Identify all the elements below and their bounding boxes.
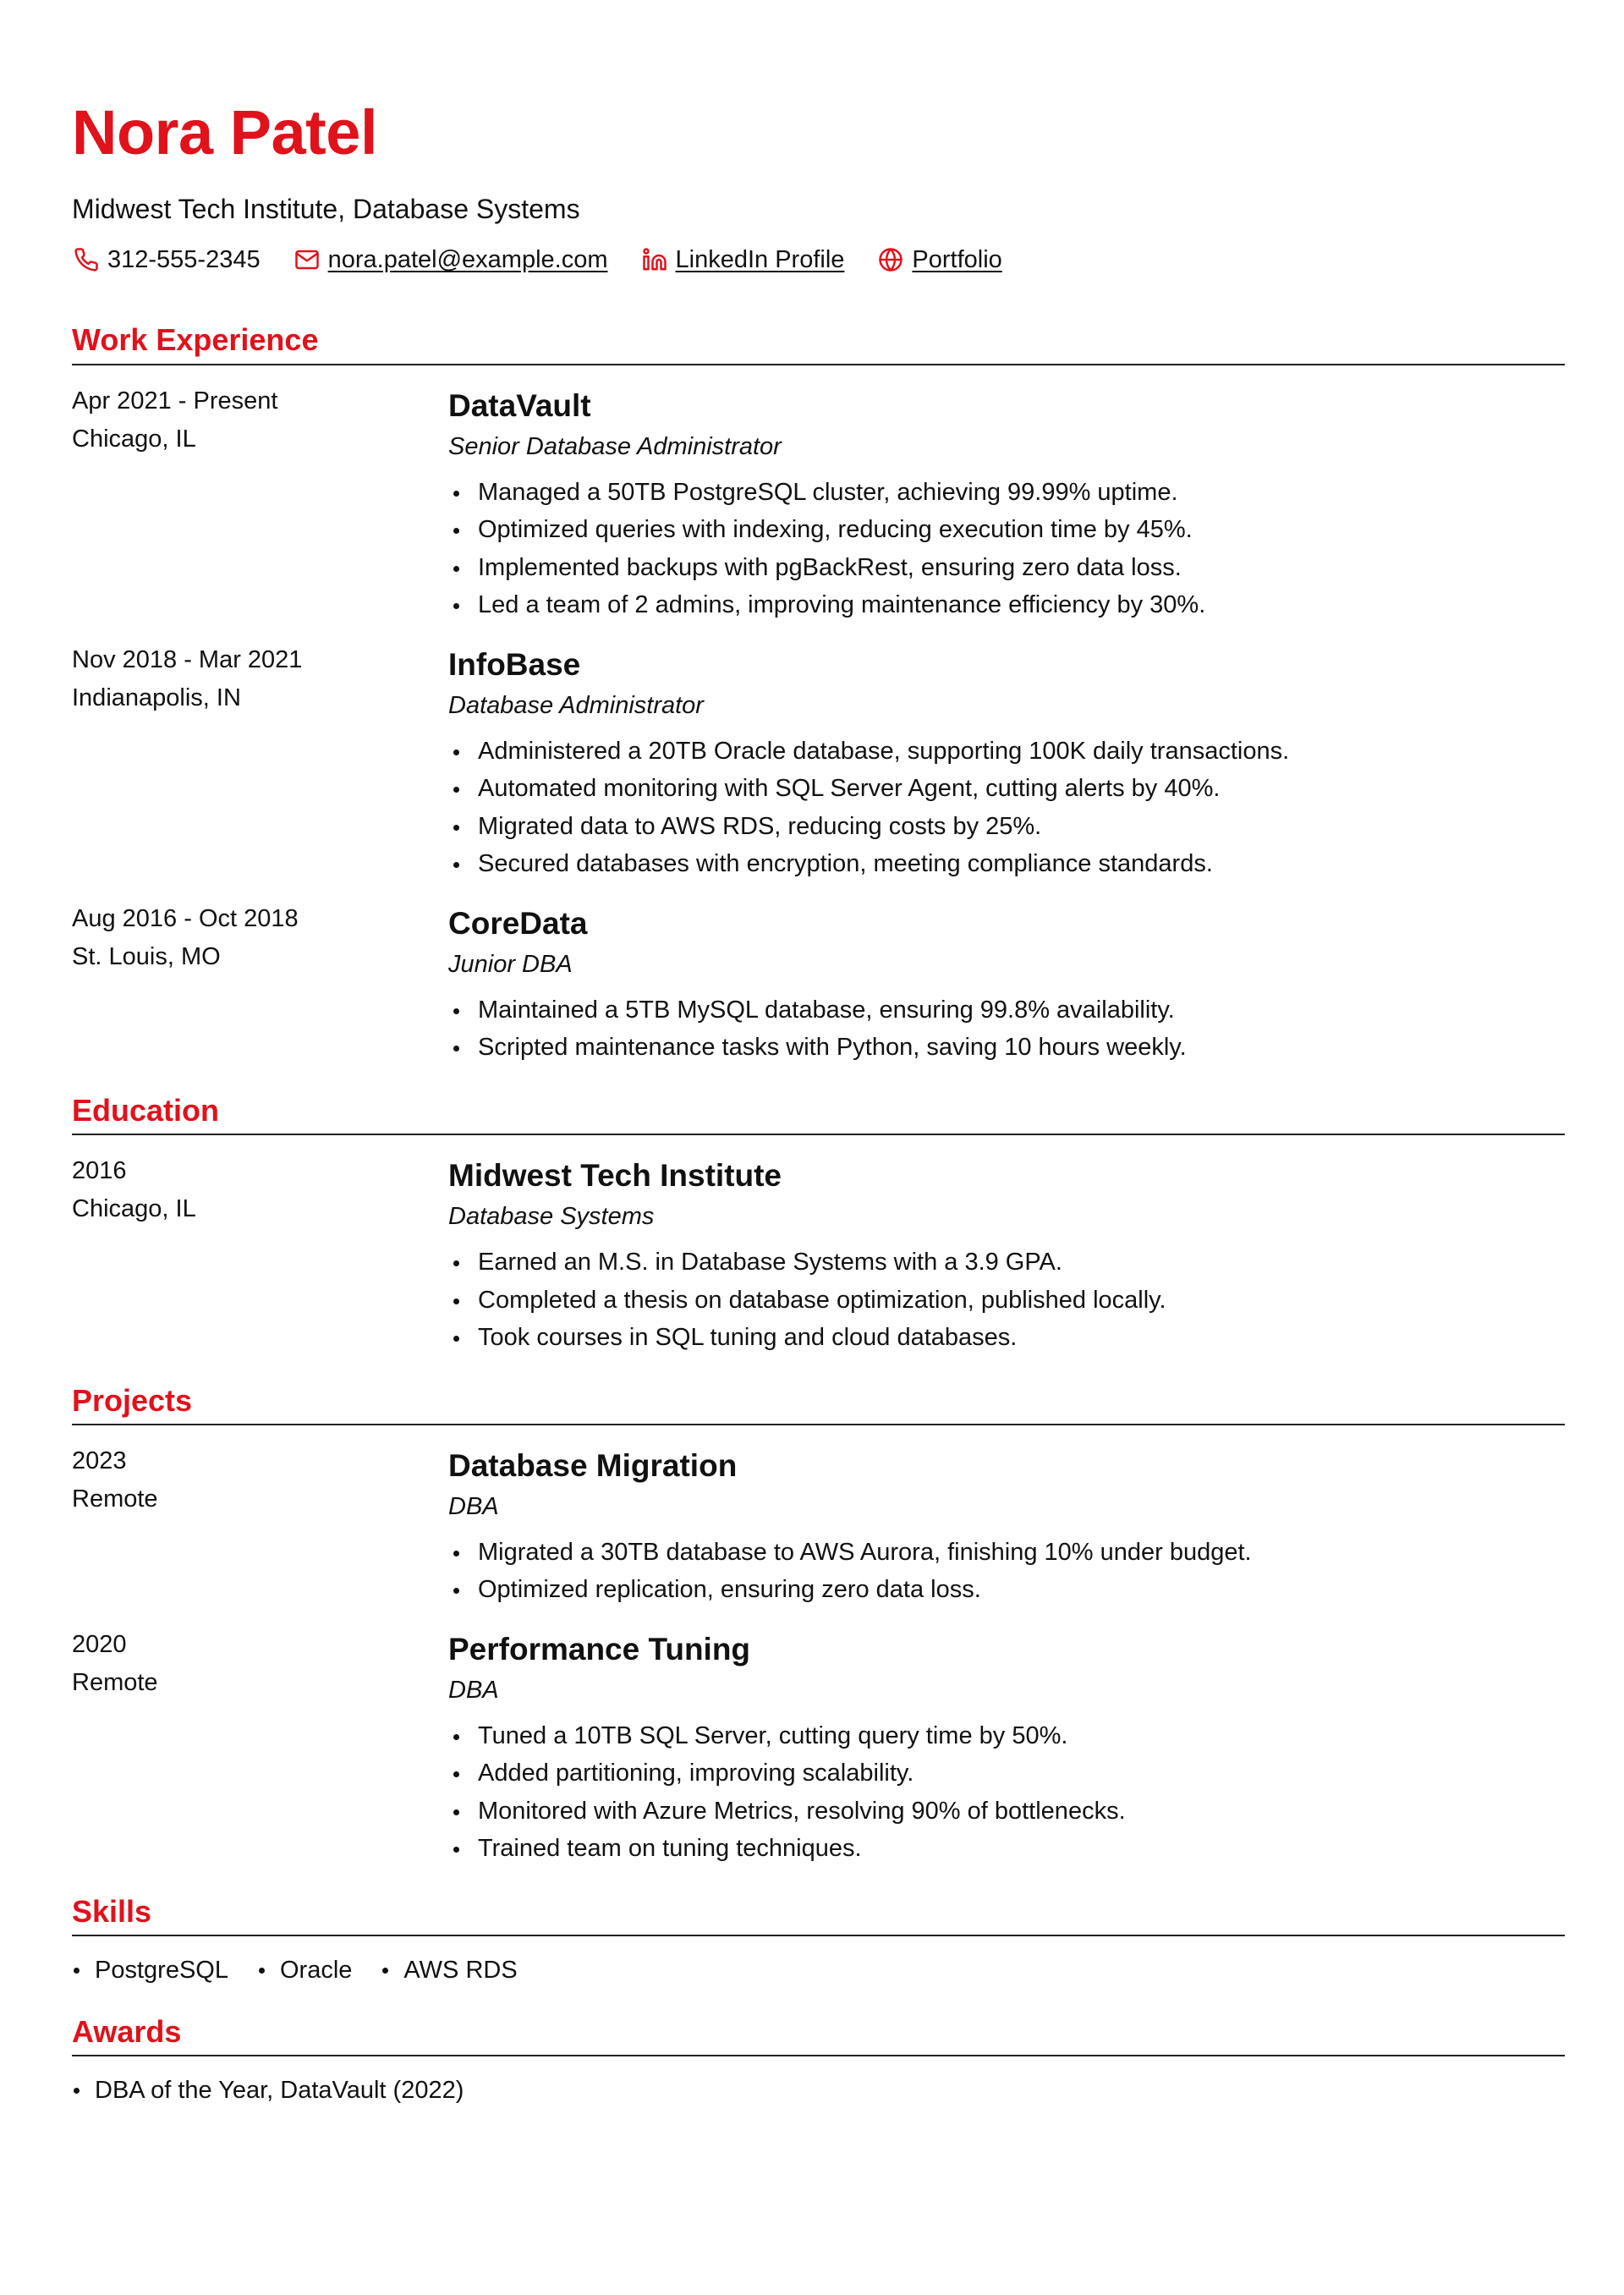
candidate-name: Nora Patel	[72, 97, 378, 167]
list-item: Took courses in SQL tuning and cloud databases.	[448, 1319, 1565, 1357]
list-item: Implemented backups with pgBackRest, ensuring zero data loss.	[448, 549, 1565, 587]
list-item: Migrated a 30TB database to AWS Aurora, finishing 10% under budget.	[448, 1534, 1565, 1572]
contact-email[interactable]	[293, 245, 608, 274]
work-entry	[72, 900, 1565, 1067]
list-item: Secured databases with encryption, meeting compliance standards.	[448, 845, 1565, 883]
entry-location: Remote	[72, 1668, 158, 1696]
entry-organization: Midwest Tech Institute	[448, 1158, 782, 1193]
entry-role: DBA	[448, 1677, 499, 1705]
list-item: Migrated data to AWS RDS, reducing costs by 25%.	[448, 808, 1565, 846]
list-item: Earned an M.S. in Database Systems with a 3.9 GPA.	[448, 1244, 1565, 1282]
entry-organization: DataVault	[448, 387, 591, 423]
skill-item: AWS RDS	[381, 1952, 517, 1989]
list-item: Trained team on tuning techniques.	[448, 1830, 1565, 1868]
list-item: Managed a 50TB PostgreSQL cluster, achieving 99.99% uptime.	[448, 474, 1565, 512]
entry-role: Database Systems	[448, 1203, 655, 1231]
work-experience-section	[72, 321, 1565, 1066]
skill-item: Oracle	[257, 1952, 352, 1989]
entry-location: Remote	[72, 1485, 158, 1513]
email-link[interactable]: nora.patel@example.com	[327, 245, 608, 273]
entry-bullets	[448, 733, 1565, 883]
entry-dates: Nov 2018 - Mar 2021	[72, 645, 303, 673]
list-item: Completed a thesis on database optimization, published locally.	[448, 1282, 1565, 1320]
globe-icon	[876, 245, 905, 274]
work-entry	[72, 382, 1565, 624]
entry-role: DBA	[448, 1493, 499, 1521]
list-item: Added partitioning, improving scalability.	[448, 1754, 1565, 1793]
entry-location: Chicago, IL	[72, 425, 196, 453]
section-title: Education	[72, 1092, 1565, 1135]
contact-bar	[72, 245, 1565, 274]
skills-list	[72, 1952, 1565, 1989]
list-item: Tuned a 10TB SQL Server, cutting query time by 50%.	[448, 1717, 1565, 1755]
section-title: Work Experience	[72, 321, 1565, 365]
resume-header	[72, 97, 1565, 274]
project-entry	[72, 1442, 1565, 1609]
section-title: Projects	[72, 1382, 1565, 1425]
list-item: Led a team of 2 admins, improving maintenance efficiency by 30%.	[448, 586, 1565, 624]
entry-role: Senior Database Administrator	[448, 432, 782, 460]
entry-organization: InfoBase	[448, 646, 581, 682]
entry-organization: Performance Tuning	[448, 1631, 751, 1666]
work-entry	[72, 641, 1565, 883]
entry-organization: CoreData	[448, 905, 588, 941]
list-item: Automated monitoring with SQL Server Agent, cutting alerts by 40%.	[448, 770, 1565, 808]
entry-dates: Apr 2021 - Present	[72, 387, 278, 415]
entry-dates: 2023	[72, 1447, 127, 1474]
education-entry	[72, 1152, 1565, 1357]
skills-section	[72, 1893, 1565, 1989]
entry-dates: Aug 2016 - Oct 2018	[72, 904, 299, 932]
education-section	[72, 1092, 1565, 1357]
entry-role: Junior DBA	[448, 951, 573, 979]
list-item: Monitored with Azure Metrics, resolving 90% of bottlenecks.	[448, 1793, 1565, 1831]
entry-bullets	[448, 474, 1565, 624]
list-item: Administered a 20TB Oracle database, supporting 100K daily transactions.	[448, 733, 1565, 771]
entry-dates: 2016	[72, 1157, 127, 1184]
linkedin-link[interactable]: LinkedIn Profile	[675, 245, 845, 273]
linkedin-icon	[640, 245, 669, 274]
entry-bullets	[448, 991, 1565, 1067]
project-entry	[72, 1626, 1565, 1868]
skill-item: PostgreSQL	[72, 1952, 228, 1989]
entry-organization: Database Migration	[448, 1447, 738, 1483]
awards-section	[72, 2013, 1565, 2109]
list-item: Scripted maintenance tasks with Python, saving 10 hours weekly.	[448, 1029, 1565, 1067]
entry-bullets	[448, 1244, 1565, 1357]
contact-linkedin[interactable]	[640, 245, 845, 274]
awards-list	[72, 2072, 1565, 2109]
award-item: DBA of the Year, DataVault (2022)	[72, 2072, 464, 2109]
entry-bullets	[448, 1717, 1565, 1868]
candidate-subtitle: Midwest Tech Institute, Database Systems	[72, 194, 580, 224]
entry-location: Chicago, IL	[72, 1195, 196, 1222]
entry-bullets	[448, 1534, 1565, 1609]
entry-location: St. Louis, MO	[72, 942, 221, 970]
projects-section	[72, 1382, 1565, 1868]
mail-icon	[293, 245, 321, 274]
contact-portfolio[interactable]	[876, 245, 1001, 274]
list-item: Maintained a 5TB MySQL database, ensuring 99.8% availability.	[448, 991, 1565, 1029]
contact-phone-text: 312-555-2345	[107, 245, 261, 273]
entry-location: Indianapolis, IN	[72, 684, 241, 711]
contact-phone[interactable]	[72, 245, 261, 274]
section-title: Skills	[72, 1893, 1565, 1936]
section-title: Awards	[72, 2013, 1565, 2056]
phone-icon	[72, 245, 101, 274]
portfolio-link[interactable]: Portfolio	[912, 245, 1002, 273]
entry-role: Database Administrator	[448, 692, 704, 720]
list-item: Optimized replication, ensuring zero data loss.	[448, 1571, 1565, 1609]
list-item: Optimized queries with indexing, reducing execution time by 45%.	[448, 511, 1565, 549]
entry-dates: 2020	[72, 1630, 127, 1658]
